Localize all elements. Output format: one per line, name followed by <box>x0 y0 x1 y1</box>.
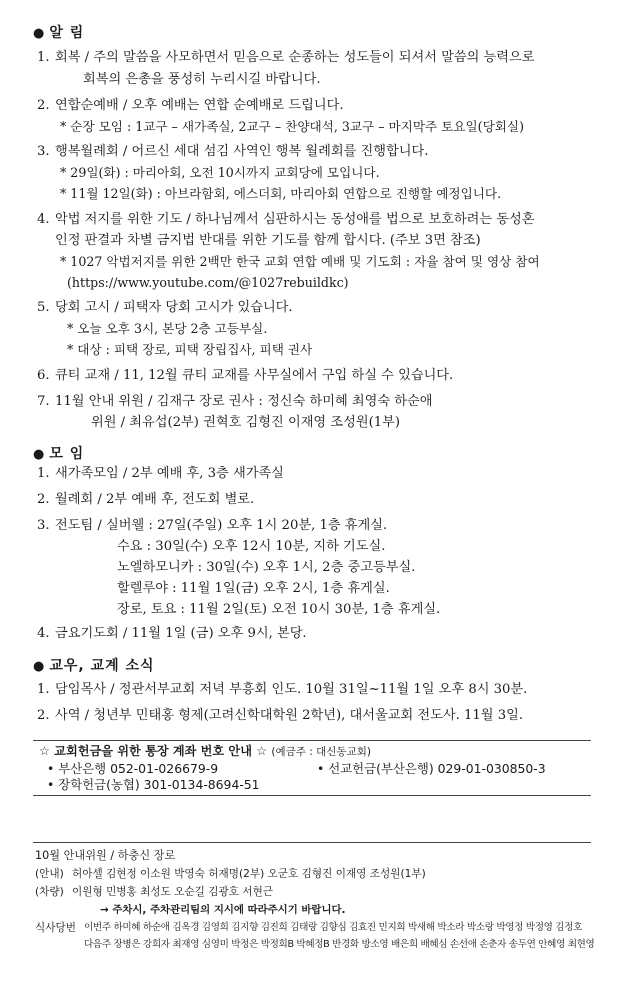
guide-committee: 10월 안내위원 / 하충신 장로 <box>35 849 176 862</box>
announcement-number: 4. <box>37 212 50 227</box>
meal-duty-this-week: 이번주 하미혜 하순애 김옥경 김영희 김지향 김진희 김태랑 김향심 김효진 민지희 박새해 박소라 박소랑 박영정 박정영 김정호 <box>84 922 582 933</box>
parking-note: → 주차시, 주차관리팀의 지시에 따라주시기 바랍니다. <box>100 904 346 916</box>
meeting-line: 새가족모임 / 2부 예배 후, 3층 새가족실 <box>55 466 284 481</box>
announcement-line: 당회 고시 / 피택자 당회 고시가 있습니다. <box>55 300 293 315</box>
vehicle-label: (차량) <box>35 886 64 898</box>
account-scholarship: • 장학헌금(농협) 301-0134-8694-51 <box>47 777 260 792</box>
fellowship-line: 사역 / 청년부 민태홍 형제(고려신학대학원 2학년), 대서울교회 전도사. 11월 3일. <box>55 708 524 723</box>
announcement-number: 6. <box>37 368 50 383</box>
announcement-line: 인정 판결과 차별 금지법 반대를 위한 기도를 함께 합시다. (주보 3면 참조) <box>55 233 481 248</box>
meeting-line: 전도팀 / 실버웰 : 27일(주일) 오후 1시 20분, 1층 휴게실. <box>55 518 388 533</box>
guide-label: (안내) <box>35 868 64 880</box>
offering-box-title: ☆ 교회헌금을 위한 통장 계좌 번호 안내 ☆ <box>39 744 268 758</box>
announcement-subline: * 대상 : 피택 장로, 피택 장립집사, 피택 권사 <box>67 342 313 357</box>
meeting-line: 노엘하모니카 : 30일(수) 오후 1시, 2층 중고등부실. <box>117 560 416 575</box>
announcement-line: 회복의 은총을 풍성히 누리시길 바랍니다. <box>83 72 321 87</box>
offering-box-heading <box>39 744 371 760</box>
offering-account-box <box>33 740 591 796</box>
bullet-dot-icon: ● <box>33 659 46 674</box>
meeting-number: 1. <box>37 466 50 481</box>
meeting-line: 할렐루야 : 11월 1일(금) 오후 2시, 1층 휴게실. <box>117 581 390 596</box>
announcement-line: 악법 저지를 위한 기도 / 하나님께서 심판하시는 동성애를 법으로 보호하려는 동성혼 <box>55 212 535 227</box>
announcements-heading <box>33 22 84 42</box>
bullet-dot-icon: ● <box>33 26 46 41</box>
announcement-line: 연합순예배 / 오후 예배는 연합 순예배로 드립니다. <box>55 98 344 113</box>
guide-names: 허아셀 김현정 이소원 박영숙 허재명(2부) 오군호 김형진 이재영 조성원(1부) <box>72 868 426 880</box>
account-holder: (예금주 : 대신동교회) <box>271 746 371 758</box>
announcement-subline: * 1027 악법저지를 위한 2백만 한국 교회 연합 예배 및 기도회 : 자율 참여 및 영상 참여 <box>60 254 540 269</box>
meeting-number: 4. <box>37 626 50 641</box>
announcement-subline: * 오늘 오후 3시, 본당 2층 고등부실. <box>67 321 268 336</box>
meeting-line: 금요기도회 / 11월 1일 (금) 오후 9시, 본당. <box>55 626 307 641</box>
announcement-number: 5. <box>37 300 50 315</box>
fellowship-number: 2. <box>37 708 50 723</box>
announcement-number: 2. <box>37 98 50 113</box>
meal-duty-next-week: 다음주 장병은 강희자 최재영 심영미 박정은 박정희B 박혜정B 반경화 방소영 배은희 배혜심 손선애 손춘자 송두연 안혜영 최현영 <box>84 939 595 950</box>
fellowship-heading <box>33 655 155 675</box>
footer-divider <box>33 842 591 843</box>
announcement-subline: * 순장 모임 : 1교구 – 새가족실, 2교구 – 찬양대석, 3교구 – 마지막주 토요일(당회실) <box>60 119 524 134</box>
announcement-line: 11월 안내 위원 / 김재구 장로 권사 : 정신숙 하미혜 최영숙 하순애 <box>55 394 433 409</box>
meetings-title: 모 임 <box>49 446 85 462</box>
announcement-number: 7. <box>37 394 50 409</box>
announcement-number: 1. <box>37 50 50 65</box>
account-mission-offering: • 선교헌금(부산은행) 029-01-030850-3 <box>317 761 546 776</box>
announcement-line: 행복월례회 / 어르신 세대 섬김 사역인 행복 월례회를 진행합니다. <box>55 144 429 159</box>
account-busan-bank: • 부산은행 052-01-026679-9 <box>47 761 219 776</box>
meeting-line: 월례회 / 2부 예배 후, 전도회 별로. <box>55 492 255 507</box>
meeting-line: 장로, 토요 : 11월 2일(토) 오전 10시 30분, 1층 휴게실. <box>117 602 441 617</box>
fellowship-number: 1. <box>37 682 50 697</box>
fellowship-title: 교우, 교계 소식 <box>49 658 155 674</box>
announcement-line: 큐티 교재 / 11, 12월 큐티 교재를 사무실에서 구입 하실 수 있습니다. <box>55 368 454 383</box>
announcement-line: 회복 / 주의 말씀을 사모하면서 믿음으로 순종하는 성도들이 되셔서 말씀의 능력으로 <box>55 50 535 65</box>
bullet-dot-icon: ● <box>33 447 46 462</box>
announcement-subline: * 29일(화) : 마리아회, 오전 10시까지 교회당에 모입니다. <box>60 165 380 180</box>
meal-duty-label: 식사당번 <box>35 922 76 934</box>
announcement-subline: * 11월 12일(화) : 아브라함회, 에스더회, 마리아회 연합으로 진행할 예정입니다. <box>60 186 502 201</box>
meeting-line: 수요 : 30일(수) 오후 12시 10분, 지하 기도실. <box>117 539 386 554</box>
meeting-number: 2. <box>37 492 50 507</box>
fellowship-line: 담임목사 / 정관서부교회 저녁 부흥회 인도. 10월 31일~11월 1일 오후 8시 30분. <box>55 682 528 697</box>
vehicle-names: 이원형 민병홍 최성도 오순길 김광호 서현근 <box>72 886 274 898</box>
youtube-link[interactable]: (https://www.youtube.com/@1027rebuildkc) <box>67 275 349 290</box>
announcement-line: 위원 / 최유섭(2부) 권혁호 김형진 이재영 조성원(1부) <box>91 415 400 430</box>
announcement-number: 3. <box>37 144 50 159</box>
meeting-number: 3. <box>37 518 50 533</box>
announcements-title: 알 림 <box>49 25 85 41</box>
meetings-heading <box>33 443 84 463</box>
